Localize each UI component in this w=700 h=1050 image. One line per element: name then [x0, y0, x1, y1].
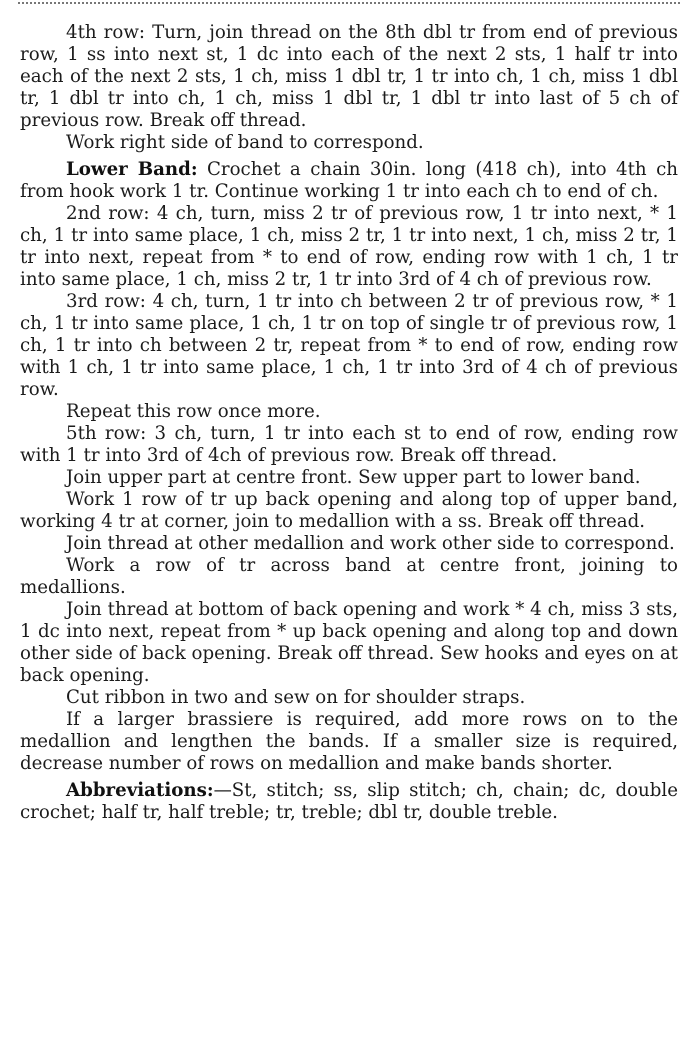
- paragraph-centre-front: [20, 555, 678, 599]
- paragraph-back-opening: [20, 489, 678, 533]
- paragraph-text: —St, stitch; ss, slip stitch; ch, chain; dc, double crochet; half tr, half treble; tr, treble; dbl tr, double treble.: [20, 780, 678, 823]
- paragraph-text: Crochet a chain 30in. long (418 ch), into 4th ch from hook work 1 tr. Continue working 1 tr into each ch to end of ch.: [20, 159, 678, 202]
- paragraph-text: 4th row: Turn, join thread on the 8th dbl tr from end of previous row, 1 ss into next st, 1 dc into each of the next 2 sts, 1 half tr into each of the next 2 sts, 1 ch, miss 1 dbl tr, 1 tr into ch, 1 ch, miss 1 dbl tr, 1 dbl tr into ch, 1 ch, miss 1 dbl tr, 1 dbl tr into last of 5 ch of previous row. Break off thread.: [20, 22, 678, 131]
- paragraph-text: Work a row of tr across band at centre front, joining to medallions.: [20, 555, 678, 598]
- paragraph-text: Join thread at other medallion and work other side to correspond.: [66, 533, 675, 554]
- paragraph-repeat: [20, 401, 678, 423]
- paragraph-text: Join thread at bottom of back opening and work * 4 ch, miss 3 sts, 1 dc into next, repeat from * up back opening and along top and down other side of back opening. Break off thread. Sew hooks and eyes on at back opening.: [20, 599, 678, 686]
- paragraph-sizing: [20, 709, 678, 775]
- paragraph-text: If a larger brassiere is required, add more rows on to the medallion and lengthen the bands. If a smaller size is required, decrease number of rows on medallion and make bands shorter.: [20, 709, 678, 774]
- paragraph-text: Work right side of band to correspond.: [66, 132, 424, 153]
- section-heading-lower-band: Lower Band:: [66, 159, 198, 180]
- paragraph-text: Cut ribbon in two and sew on for shoulder straps.: [66, 687, 526, 708]
- paragraph-text: 2nd row: 4 ch, turn, miss 2 tr of previous row, 1 tr into next, * 1 ch, 1 tr into same place, 1 ch, miss 2 tr, 1 tr into next, 1 ch, miss 2 tr, 1 tr into next, repeat from * to end of row, ending row with 1 ch, 1 tr into same place, 1 ch, miss 2 tr, 1 tr into 3rd of 4 ch of previous row.: [20, 203, 678, 290]
- paragraph-5th-row: [20, 423, 678, 467]
- paragraph-ribbon: [20, 687, 678, 709]
- paragraph-lower-band: [20, 159, 678, 203]
- paragraph-3rd-row: [20, 291, 678, 401]
- page-text: [20, 22, 678, 824]
- paragraph-bottom-back: [20, 599, 678, 687]
- top-dotted-rule: [18, 2, 680, 7]
- paragraph-abbreviations: [20, 780, 678, 824]
- paragraph-2nd-row: [20, 203, 678, 291]
- paragraph-text: Join upper part at centre front. Sew upper part to lower band.: [66, 467, 641, 488]
- paragraph-text: 3rd row: 4 ch, turn, 1 tr into ch between 2 tr of previous row, * 1 ch, 1 tr into same place, 1 ch, 1 tr on top of single tr of previous row, 1 ch, 1 tr into ch between 2 tr, repeat from * to end of row, ending row with 1 ch, 1 tr into same place, 1 ch, 1 tr into 3rd of 4 ch of previous row.: [20, 291, 678, 400]
- paragraph-text: 5th row: 3 ch, turn, 1 tr into each st to end of row, ending row with 1 tr into 3rd of 4ch of previous row. Break off thread.: [20, 423, 678, 466]
- paragraph-join-upper: [20, 467, 678, 489]
- paragraph-other-medallion: [20, 533, 678, 555]
- paragraph-4th-row: [20, 22, 678, 132]
- paragraph-text: Work 1 row of tr up back opening and along top of upper band, working 4 tr at corner, join to medallion with a ss. Break off thread.: [20, 489, 678, 532]
- paragraph-right-side: [20, 132, 678, 154]
- paragraph-text: Repeat this row once more.: [66, 401, 321, 422]
- section-heading-abbreviations: Abbreviations:: [66, 780, 214, 801]
